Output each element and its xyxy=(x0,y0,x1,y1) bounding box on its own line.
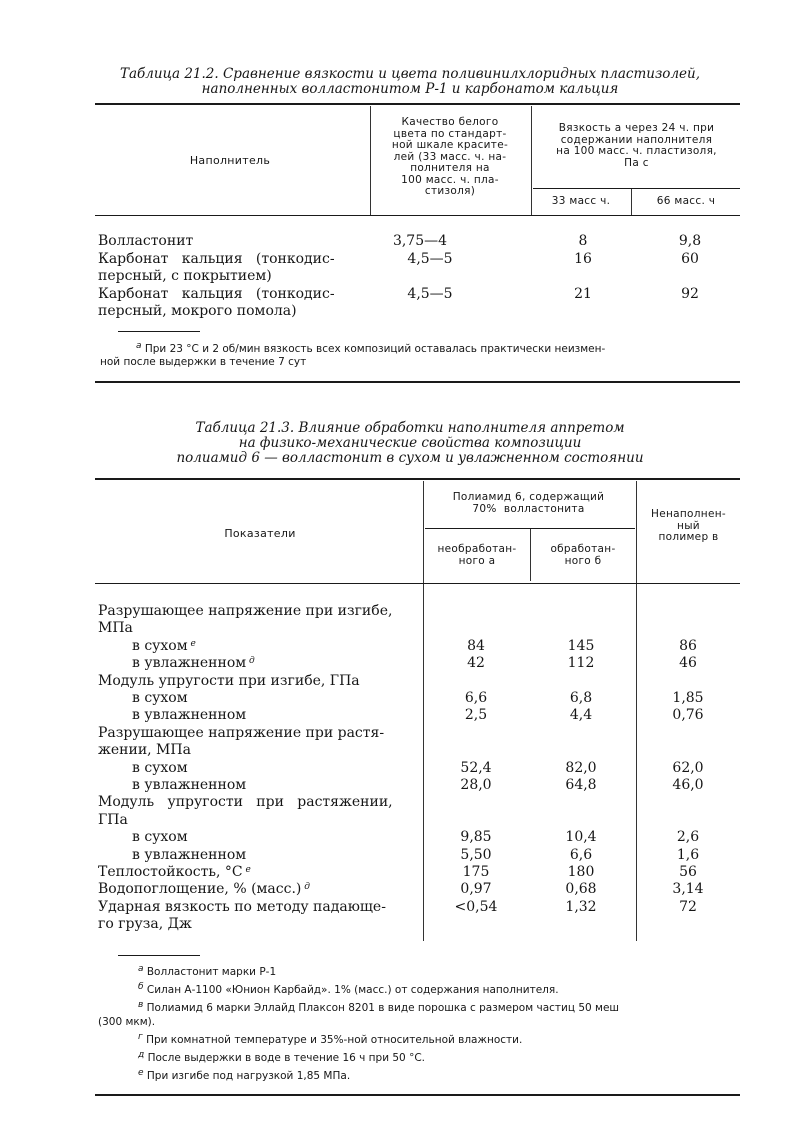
table2-cell-v2: 180 xyxy=(567,864,595,880)
table1-caption xyxy=(80,67,740,97)
table1-header-33: 33 масс ч. xyxy=(551,195,611,207)
table1-header-color: Качество белого цвета по стандарт- ной шкале красите- лей (33 масс. ч. на- полнителя на 100 масс. ч. пла- стизоля) xyxy=(391,116,509,197)
table2-cell-v2: 6,8 xyxy=(569,690,593,706)
footnote-mark: д xyxy=(246,656,255,667)
table2-cell-v2: 112 xyxy=(567,655,595,672)
table2-row-label-text: Теплостойкость, °С xyxy=(98,864,243,880)
table2-row-label-text: го груза, Дж xyxy=(98,916,192,933)
table2-row-label xyxy=(98,742,191,759)
table2-header-rule xyxy=(95,583,740,584)
table2-cell-v3: 46 xyxy=(679,655,697,672)
table2-cell-v2: 4,4 xyxy=(569,707,593,724)
table2-row-label xyxy=(132,777,246,794)
table1-caption-line: наполненных волластонитом Р-1 и карбонатом кальция xyxy=(201,81,619,97)
table1-header-filler: Наполнитель xyxy=(189,154,271,167)
footnote-mark: д xyxy=(138,1050,145,1060)
table2-header-unfilled: Ненаполнен- ный полимер в xyxy=(651,508,726,543)
table2-footnote-text: Волластонит марки Р-1 xyxy=(143,966,277,978)
table1-bottom-rule xyxy=(95,381,740,383)
table2-row-label xyxy=(98,812,128,829)
table2-cell-v1: 84 xyxy=(467,637,485,654)
table1-cell: 3,75—4 xyxy=(392,233,448,249)
table1-footnote-rule xyxy=(118,331,200,332)
table2-row-label-text: в сухом xyxy=(132,759,188,776)
table2-row-label-text: в сухом xyxy=(132,829,188,846)
table2-cell-v1: <0,54 xyxy=(454,898,498,915)
table2-caption-line: полиамид 6 — волластонит в сухом и увлажненном состоянии xyxy=(176,450,644,466)
table1-cell: 92 xyxy=(681,286,699,302)
table2-footnote-cont: (300 мкм). xyxy=(98,1016,156,1028)
table2-row-label xyxy=(132,638,196,655)
table2-row-label-text: МПа xyxy=(98,620,133,637)
table2-cell-v3: 1,85 xyxy=(672,690,704,706)
table2-cell-v2: 82,0 xyxy=(565,759,597,776)
table2-row-label-text: в увлажненном xyxy=(132,846,247,863)
table2-cell-v3: 0,76 xyxy=(672,707,704,724)
table1-cell: 21 xyxy=(574,286,592,302)
table2-cell-v2: 6,6 xyxy=(569,846,593,863)
table2-footnote-text: Силан А-1100 «Юнион Карбайд». 1% (масс.) от содержания наполнителя. xyxy=(143,984,559,996)
table2-footnote-text: При комнатной температуре и 35%-ной относительной влажности. xyxy=(142,1034,523,1046)
table1-cell: 9,8 xyxy=(678,233,702,249)
table2-cell-v2: 1,32 xyxy=(565,898,597,915)
table1-cell: 16 xyxy=(574,251,592,267)
table2-row-label xyxy=(132,760,188,777)
table2-top-rule xyxy=(95,478,740,480)
table2-row-label xyxy=(98,899,386,916)
table2-cell-v2: 0,68 xyxy=(565,881,597,898)
table1-divider xyxy=(531,106,532,216)
table2-row-label xyxy=(98,881,310,898)
table2-cell-v1: 6,6 xyxy=(464,690,488,706)
footnote-mark: е xyxy=(187,638,196,649)
table2-row-label xyxy=(98,673,360,690)
table2-row-label-text: в увлажненном xyxy=(132,777,247,793)
table2-divider xyxy=(423,481,424,941)
table2-footnote-rule xyxy=(118,955,200,956)
table2-header-untreated: необработан- ного а xyxy=(437,543,517,567)
table2-footnote xyxy=(138,1034,748,1047)
table2-row-label xyxy=(132,655,255,672)
table2-divider xyxy=(636,481,637,941)
table1-subheader-rule xyxy=(533,188,740,189)
table2-cell-v3: 72 xyxy=(679,898,697,915)
table2-cell-v3: 46,0 xyxy=(672,777,704,793)
table1-header-66: 66 масс. ч xyxy=(656,195,716,207)
footnote-mark: д xyxy=(301,882,310,893)
table2-cell-v1: 5,50 xyxy=(460,846,492,863)
table2-row-label-text: в увлажненном xyxy=(132,707,247,724)
table2-cell-v3: 56 xyxy=(679,864,697,880)
table2-row-label-text: в сухом xyxy=(132,637,188,654)
table1-divider xyxy=(631,189,632,216)
table2-bottom-rule xyxy=(95,1094,740,1096)
table2-row-label-text: жении, МПа xyxy=(98,742,191,759)
table2-row-label-text: Ударная вязкость по методу падающе- xyxy=(98,898,386,915)
table2-row-label-text: ГПа xyxy=(98,811,128,828)
table1-row-name: Карбонат кальция (тонкодис- персный, мокрого помола) xyxy=(98,286,335,319)
table1-row-name: Карбонат кальция (тонкодис- персный, с покрытием) xyxy=(98,251,335,284)
table2-footnote-text: Полиамид 6 марки Эллайд Плаксон 8201 в виде порошка с размером частиц 50 меш xyxy=(143,1002,620,1014)
table2-row-label xyxy=(98,620,133,637)
table1-divider xyxy=(370,106,371,216)
table1-row-name: Волластонит xyxy=(98,233,194,249)
table2-cell-v2: 10,4 xyxy=(565,829,597,846)
table2-row-label-text: Водопоглощение, % (масс.) xyxy=(98,881,302,898)
footnote-mark: е xyxy=(242,865,251,875)
footnote-mark: в xyxy=(138,1000,144,1010)
footnote-mark: г xyxy=(138,1032,143,1042)
table2-header-treated: обработан- ного б xyxy=(550,543,616,567)
table2-cell-v1: 9,85 xyxy=(460,829,492,846)
table2-row-label xyxy=(98,794,393,811)
table2-caption-line: Таблица 21.3. Влияние обработки наполнителя аппретом xyxy=(195,420,625,436)
table2-footnote-text: После выдержки в воде в течение 16 ч при 50 °С. xyxy=(144,1052,425,1064)
table1-cell: 60 xyxy=(681,251,699,267)
table2-row-label-text: Разрушающее напряжение при изгибе, xyxy=(98,603,393,619)
table2-row-label xyxy=(132,690,188,707)
table2-row-label xyxy=(98,916,192,933)
table2-cell-v3: 3,14 xyxy=(672,881,704,898)
table2-cell-v2: 145 xyxy=(567,637,595,654)
table2-row-label-text: Модуль упругости при изгибе, ГПа xyxy=(98,672,360,689)
table2-row-label xyxy=(132,847,246,864)
table1-cell: 4,5—5 xyxy=(407,286,453,302)
table2-caption xyxy=(80,421,740,466)
table2-caption-line: на физико-механические свойства композиции xyxy=(238,435,582,451)
footnote-mark: а xyxy=(138,964,144,974)
table2-footnote-text: При изгибе под нагрузкой 1,85 МПа. xyxy=(143,1070,351,1082)
table2-cell-v2: 64,8 xyxy=(565,777,597,793)
table2-cell-v3: 62,0 xyxy=(672,759,704,776)
table2-row-label-text: в увлажненном xyxy=(132,655,247,672)
table1-header-rule xyxy=(95,215,740,216)
table2-cell-v1: 42 xyxy=(467,655,485,672)
table2-footnote xyxy=(138,1002,748,1015)
table2-cell-v3: 2,6 xyxy=(676,829,700,846)
table1-cell: 8 xyxy=(578,233,588,249)
table2-footnote xyxy=(138,984,748,997)
table2-row-label xyxy=(98,725,384,742)
footnote-mark: е xyxy=(138,1068,144,1078)
table1-caption-line: Таблица 21.2. Сравнение вязкости и цвета поливинилхлоридных пластизолей, xyxy=(119,66,701,82)
table2-cell-v1: 2,5 xyxy=(464,707,488,724)
table2-footnote xyxy=(138,1052,748,1065)
table2-row-label-text: в сухом xyxy=(132,690,188,706)
table2-footnote xyxy=(138,966,748,979)
table2-row-label-text: Модуль упругости при растяжении, xyxy=(98,794,393,811)
table2-cell-v1: 175 xyxy=(462,864,490,880)
table2-cell-v3: 86 xyxy=(679,637,697,654)
footnote-mark: б xyxy=(138,982,144,992)
table2-divider xyxy=(530,529,531,581)
table2-row-label-text: Разрушающее напряжение при растя- xyxy=(98,724,385,741)
table2-cell-v1: 28,0 xyxy=(460,777,492,793)
table2-row-label xyxy=(132,707,246,724)
table2-row-label xyxy=(98,603,392,620)
table2-cell-v3: 1,6 xyxy=(676,846,700,863)
table1-header-viscosity: Вязкость а через 24 ч. при содержании наполнителя на 100 масс. ч. пластизоля, Па с xyxy=(556,122,717,169)
table1-top-rule xyxy=(95,103,740,105)
table2-row-label xyxy=(98,864,251,881)
table1-footnote: $^а$ При 23 °С и 2 об/мин вязкость всех композиций оставалась практически неизмен- ной после выдержки в течение 7 сут xyxy=(100,341,606,368)
table2-row-label xyxy=(132,829,188,846)
table1-cell: 4,5—5 xyxy=(407,251,453,267)
table2-cell-v1: 52,4 xyxy=(460,759,492,776)
table2-footnote xyxy=(138,1070,748,1083)
table2-header-group: Полиамид 6, содержащий 70% волластонита xyxy=(452,491,605,515)
table2-cell-v1: 0,97 xyxy=(460,881,492,898)
table2-header-indicators: Показатели xyxy=(224,527,296,540)
